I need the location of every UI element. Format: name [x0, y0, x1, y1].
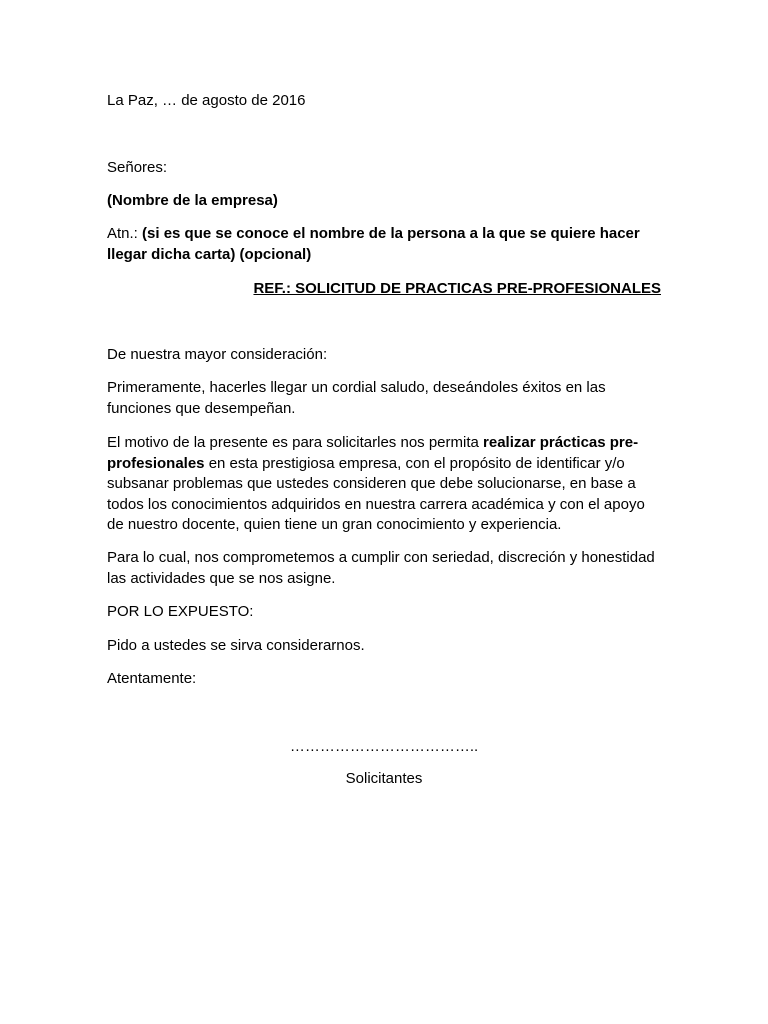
signature-line: ………………………………..: [289, 738, 479, 755]
closing-line: Atentamente:: [107, 670, 197, 687]
date-line: La Paz, … de agosto de 2016: [107, 92, 306, 109]
paragraph-2: [107, 433, 663, 536]
signer-label: Solicitantes: [345, 770, 423, 787]
paragraph-2-bold: realizar prácticas pre-profesionales: [107, 434, 639, 472]
attention-text: (si es que se conoce el nombre de la persona a la que se quiere hacer llegar dicha carta) (opcional): [107, 225, 640, 263]
company-name: (Nombre de la empresa): [107, 192, 278, 209]
attention-label: Atn.:: [107, 225, 143, 242]
reference-line: REF.: SOLICITUD DE PRACTICAS PRE-PROFESIONALES: [253, 280, 661, 297]
paragraph-1: Primeramente, hacerles llegar un cordial saludo, deseándoles éxitos en las funciones que desempeñan.: [107, 379, 606, 417]
attention-line: [107, 224, 663, 265]
paragraph-3: Para lo cual, nos comprometemos a cumplir con seriedad, discreción y honestidad las actividades que se nos asigne.: [107, 549, 655, 587]
request-line: Pido a ustedes se sirva considerarnos.: [107, 637, 365, 654]
salutation-to: Señores:: [107, 159, 168, 176]
por-lo-expuesto: POR LO EXPUESTO:: [107, 603, 254, 620]
paragraph-2-intro: El motivo de la presente es para solicitarles nos permita: [107, 434, 484, 451]
greeting: De nuestra mayor consideración:: [107, 346, 328, 363]
paragraph-2-rest: en esta prestigiosa empresa, con el propósito de identificar y/o subsanar problemas que ustedes consideren que debe solucionarse, en base a todos los conocimientos adquiridos en nuestra carrera académica y con el apoyo de nuestro docente, quien tiene un gran conocimiento y experiencia.: [107, 454, 645, 533]
